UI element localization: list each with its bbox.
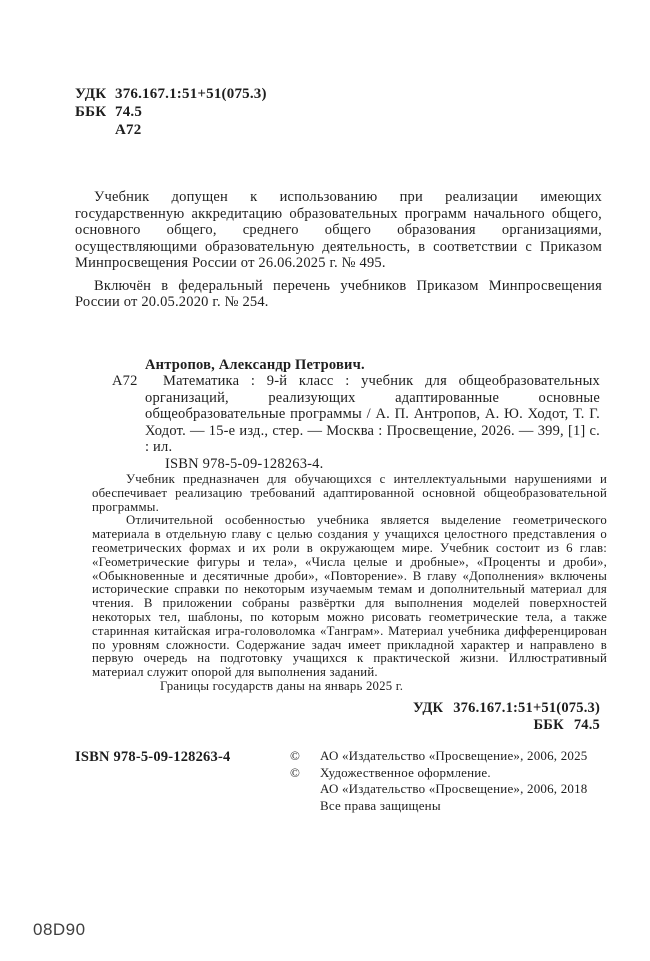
- author-sign-row: [75, 121, 650, 139]
- copyright-line-artwork: [290, 765, 588, 782]
- udk-row: [75, 85, 650, 103]
- copyright-symbol-spacer: [290, 781, 320, 798]
- bbk-label: ББК: [75, 104, 107, 120]
- bib-author-sign: А72: [112, 373, 138, 389]
- annotation-paragraph-features: Отличительной особенностью учебника является выделение геометрического материала в отдельную главу с целью создания у учащихся целостного представления о геометрических формах и их роли в окружающем мире. Учебник состоит из 6 глав: «Геометрические фигуры и тела», «Числа целые и дробные», «Проценты и дроби», «Обыкновенные и десятичные дроби», «Повторение». В главу «Дополнения» включены исторические справки по некоторым изучаемым темам и дополнительный материал для чтения. В приложении собраны развёртки для выполнения моделей поверхностей некоторых тел, шаблоны, по которым можно рисовать геометрические тела, а также старинная китайская игра-головоломка «Танграм». Материал учебника дифференцирован по уровням сложности. Содержание задач имеет прикладной характер и направлено в первую очередь на подготовку учащихся к практической жизни. Иллюстративный материал служит опорой для выполнения заданий.: [92, 513, 607, 680]
- copyright-text: АО «Издательство «Просвещение», 2006, 2025: [320, 747, 588, 763]
- copyright-text: Художественное оформление.: [320, 764, 491, 780]
- udk-value: 376.167.1:51+51(075.3): [115, 86, 267, 102]
- copyright-symbol: ©: [290, 747, 301, 763]
- copyright-symbol-spacer: [290, 798, 320, 815]
- bib-description: Математика : 9-й класс : учебник для общеобразовательных организаций, реализующих адаптированные основные общеобразовательные программы / А. П. Антропов, А. Ю. Ходот, Т. Г. Ходот. — 15-е изд., стер. — Москва : Просвещение, 2026. — 399, [1] с. : ил.: [145, 373, 600, 455]
- bib-author: Антропов, Александр Петрович.: [145, 356, 365, 373]
- bbk-bottom-value: 74.5: [573, 716, 600, 733]
- annotation-block: [92, 473, 607, 694]
- isbn-copyright-row: [0, 748, 650, 828]
- cataloging-codes-top: [75, 85, 650, 139]
- copyright-line-artwork-publisher: [290, 781, 588, 798]
- author-sign: А72: [115, 122, 142, 138]
- bibliographic-record: [112, 356, 600, 473]
- bbk-value: 74.5: [115, 104, 143, 120]
- federal-list-paragraph: Включён в федеральный перечень учебников Приказом Минпросвещения России от 20.05.2020 г. № 254.: [75, 277, 602, 310]
- udk-label: УДК: [75, 86, 107, 102]
- bbk-bottom-row: [0, 717, 600, 734]
- annotation-borders-note: Границы государств даны на январь 2025 г.: [160, 678, 404, 693]
- copyright-block: [290, 748, 588, 815]
- udk-bottom-label: УДК: [412, 699, 444, 716]
- cataloging-codes-bottom: [0, 700, 600, 734]
- bib-entry: [112, 373, 600, 456]
- bib-isbn: ISBN 978-5-09-128263-4.: [165, 455, 324, 472]
- isbn-footer: ISBN 978-5-09-128263-4: [75, 748, 231, 765]
- copyright-line-publisher: [290, 748, 588, 765]
- bbk-row: [75, 103, 650, 121]
- udk-bottom-value: 376.167.1:51+51(075.3): [453, 699, 600, 716]
- copyright-text: АО «Издательство «Просвещение», 2006, 2018: [320, 781, 588, 797]
- udk-bottom-row: [0, 700, 600, 717]
- copyright-line-rights-reserved: [290, 798, 588, 815]
- copyright-text: Все права защищены: [320, 798, 441, 814]
- annotation-paragraph-audience: Учебник предназначен для обучающихся с интеллектуальными нарушениями и обеспечивает реализацию требований адаптированной основной общеобразовательной программы.: [92, 472, 607, 514]
- copyright-symbol: ©: [290, 764, 301, 780]
- bbk-bottom-label: ББК: [533, 716, 564, 733]
- approval-paragraph: Учебник допущен к использованию при реализации имеющих государственную аккредитацию образовательных программ начального общего, основного общего, среднего общего образования организациями, осуществляющими образовательную деятельность, в соответствии с Приказом Минпросвещения России от 26.06.2025 г. № 495.: [75, 189, 602, 271]
- print-code: 08D90: [33, 920, 86, 939]
